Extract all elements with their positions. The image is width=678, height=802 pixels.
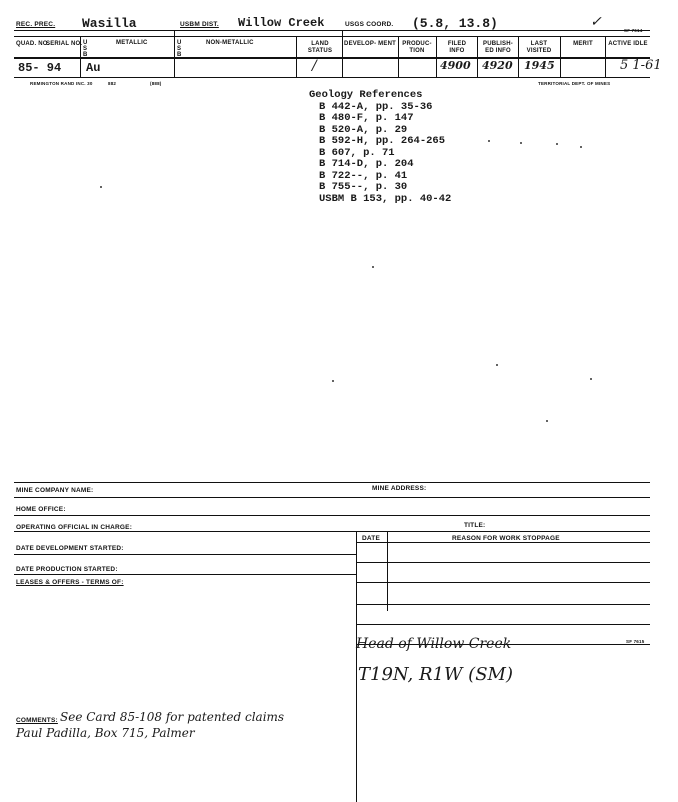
prod-rule <box>14 574 356 575</box>
usbm-dist-value: Willow Creek <box>238 16 325 30</box>
date-label: DATE <box>362 535 381 542</box>
form-number-bottom: SF 7615 <box>626 639 645 644</box>
printer-code-2: (888) <box>150 81 162 86</box>
col-sep-4 <box>342 30 343 77</box>
stoppage-rule-4 <box>356 624 650 625</box>
scan-speck <box>580 146 582 148</box>
filed-info-label: FILED INFO <box>447 41 467 54</box>
col-sep-10 <box>605 36 606 77</box>
official-rule <box>14 531 650 532</box>
geology-ref: B 592-H, pp. 264-265 <box>319 135 446 147</box>
geology-ref: B 714-D, p. 204 <box>319 158 414 170</box>
home-office-rule <box>14 515 650 516</box>
stoppage-rule-1 <box>356 562 650 563</box>
comment-line-1: See Card 85-108 for patented claims <box>60 710 285 724</box>
row-bottom-rule <box>14 77 650 78</box>
scan-speck <box>496 364 498 366</box>
rec-prec-label: REC. PREC. <box>16 21 56 28</box>
geology-ref: B 520-A, p. 29 <box>319 123 408 136</box>
land-status-label: LAND STATUS <box>307 41 333 54</box>
active-idle-label: ACTIVE IDLE <box>608 41 648 47</box>
col-sep-3 <box>296 36 297 77</box>
col-sep-7 <box>477 36 478 77</box>
mine-company-label: MINE COMPANY NAME: <box>16 487 94 494</box>
comments-label: COMMENTS: <box>16 717 58 724</box>
usgs-coord-value: (5.8, 13.8) <box>412 16 498 31</box>
company-rule <box>14 497 650 498</box>
home-office-label: HOME OFFICE: <box>16 506 66 513</box>
geology-title: Geology References <box>309 89 423 101</box>
col-sep-2 <box>174 30 175 77</box>
location-line-2: T19N, R1W (SM) <box>358 664 513 685</box>
scan-speck <box>556 143 558 145</box>
scan-speck <box>100 186 102 188</box>
col-sep-9 <box>560 36 561 77</box>
geology-ref: B 607, p. 71 <box>319 146 395 159</box>
scan-speck <box>546 420 548 422</box>
quad-no-label: QUAD. NO. <box>16 41 50 47</box>
col-sep-8 <box>518 36 519 77</box>
operating-official-label: OPERATING OFFICIAL IN CHARGE: <box>16 524 133 531</box>
quad-serial-value: 85- 94 <box>18 61 62 75</box>
date-production-label: DATE PRODUCTION STARTED: <box>16 566 118 573</box>
production-label: PRODUC- TION <box>402 41 432 54</box>
published-info-label: PUBLISH- ED INFO <box>483 41 513 54</box>
comment-line-2: Paul Padilla, Box 715, Palmer <box>16 726 195 740</box>
last-visited-label: LAST VISITED <box>526 41 552 54</box>
geology-references <box>309 90 451 205</box>
serial-no-label: SERIAL NO. <box>46 41 83 47</box>
col-sep-5 <box>398 36 399 77</box>
date-development-label: DATE DEVELOPMENT STARTED: <box>16 545 124 552</box>
land-status-value: / <box>312 58 317 74</box>
date-header-rule <box>356 542 650 543</box>
header-mid-rule <box>14 36 650 37</box>
printer-code-1: 882 <box>108 81 117 86</box>
development-label: DEVELOP- MENT <box>344 41 396 47</box>
title-label: TITLE: <box>464 522 486 529</box>
merit-label: MERIT <box>573 41 593 47</box>
card-check-mark: ✓ <box>590 14 602 30</box>
lower-top-rule <box>14 482 650 483</box>
leases-label: LEASES & OFFERS - TERMS OF: <box>16 579 124 586</box>
metallic-label: METALLIC <box>116 40 148 46</box>
lower-vertical-divider <box>356 531 357 802</box>
usbm-dist-label: USBM DIST. <box>180 21 219 28</box>
metallic-value: Au <box>86 61 101 75</box>
usb-label-metallic: U S B <box>83 40 88 58</box>
department-label: TERRITORIAL DEPT. OF MINES <box>538 81 611 86</box>
scan-speck <box>488 140 490 142</box>
usb-label-nonmetallic: U S B <box>177 40 182 58</box>
scan-speck <box>520 142 522 144</box>
scan-speck <box>590 378 592 380</box>
usgs-coord-label: USGS COORD. <box>345 21 394 28</box>
scan-speck <box>372 266 374 268</box>
geology-ref: B 442-A, pp. 35-36 <box>319 100 433 113</box>
location-line-1: Head of Willow Creek <box>356 636 512 652</box>
scan-speck <box>332 380 334 382</box>
col-sep-6 <box>436 36 437 77</box>
filed-info-value: 4900 <box>440 59 471 72</box>
dev-rule <box>14 554 356 555</box>
published-info-value: 4920 <box>482 59 513 72</box>
reason-label: REASON FOR WORK STOPPAGE <box>452 535 560 542</box>
rec-prec-value: Wasilla <box>82 16 137 31</box>
last-visited-value: 1945 <box>524 59 555 72</box>
active-idle-value: 5 1-61 <box>620 58 662 73</box>
stoppage-rule-2 <box>356 582 650 583</box>
geology-ref: B 722--, p. 41 <box>319 169 408 182</box>
geology-ref: USBM B 153, pp. 40-42 <box>319 192 452 205</box>
geology-ref: B 480-F, p. 147 <box>319 112 414 124</box>
printer-label: REMINGTON RAND INC. 30 <box>30 81 93 86</box>
non-metallic-label: NON-METALLIC <box>206 40 254 46</box>
date-column-divider <box>387 531 388 611</box>
geology-ref: B 755--, p. 30 <box>319 181 408 193</box>
form-number-top: SF 7614 <box>624 28 643 33</box>
mine-address-label: MINE ADDRESS: <box>372 485 427 492</box>
stoppage-rule-3 <box>356 604 650 605</box>
